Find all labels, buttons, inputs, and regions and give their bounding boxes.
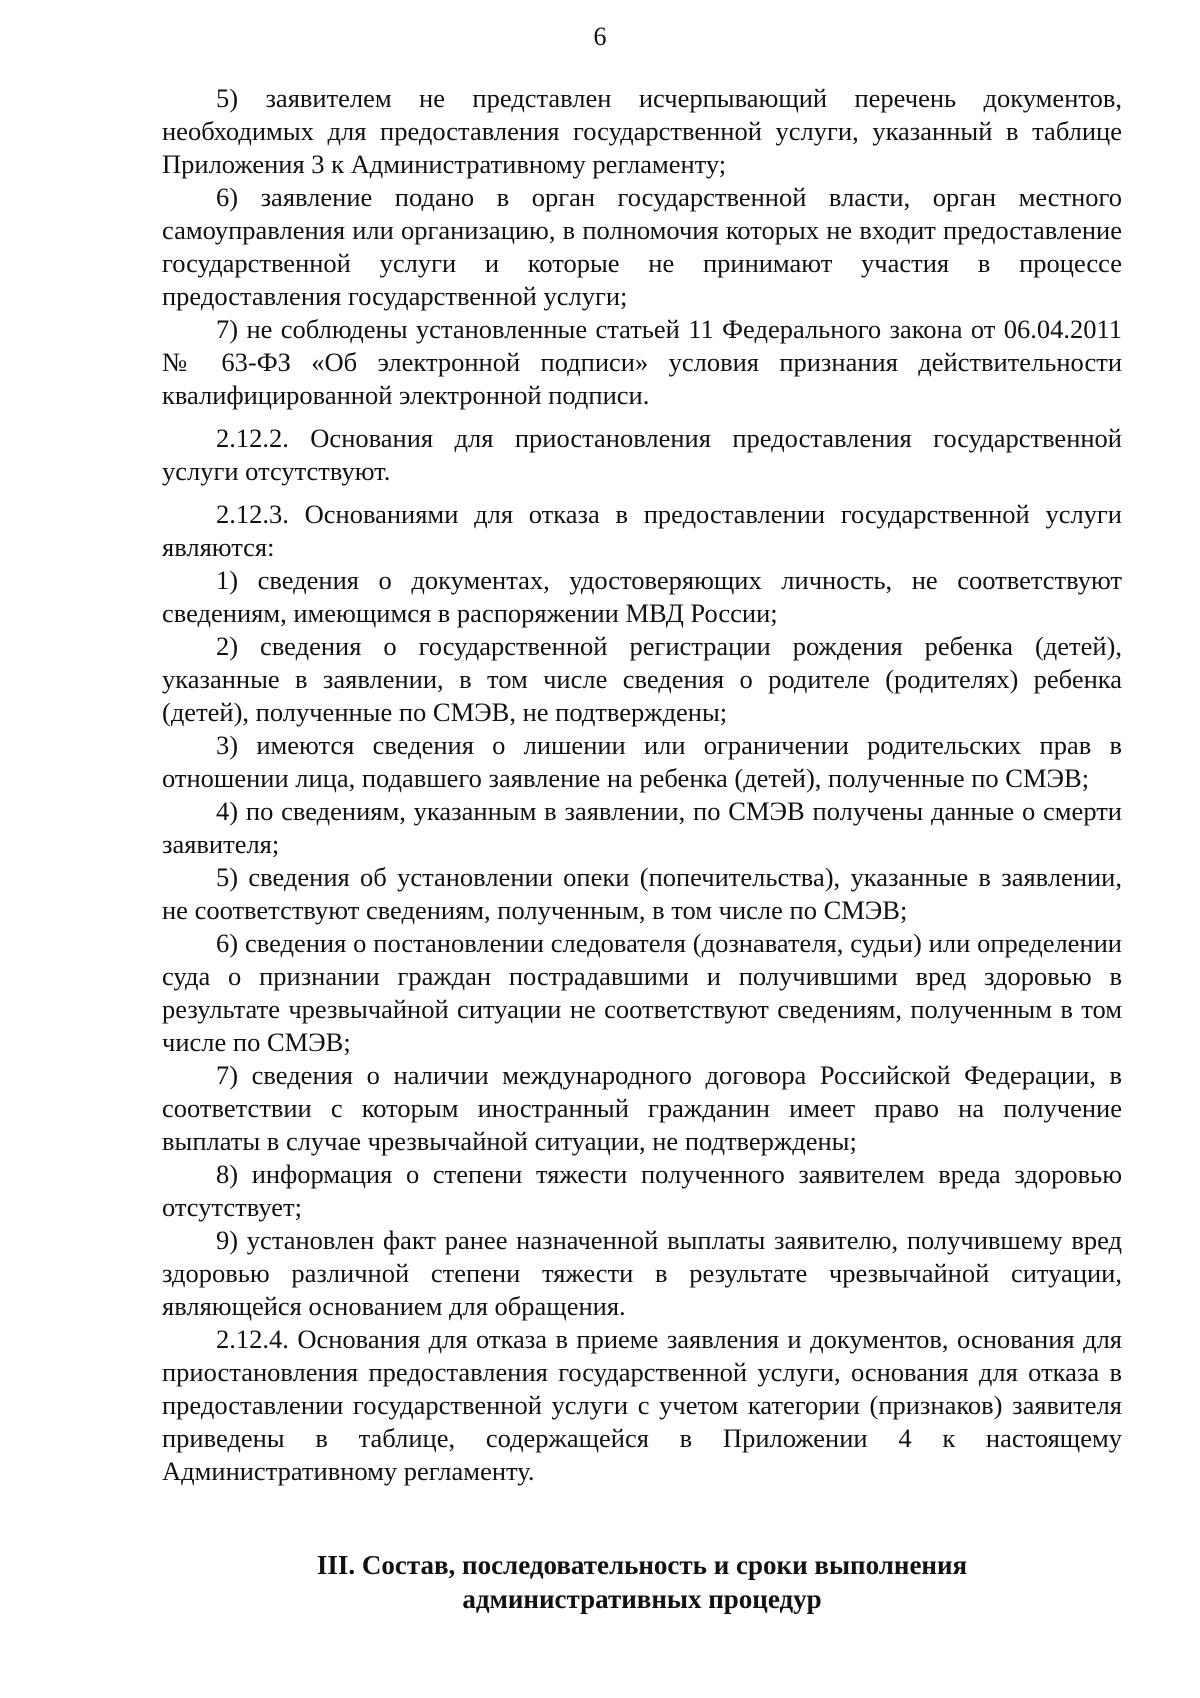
refusal-item-9: 9) установлен факт ранее назначенной выплаты заявителю, получившему вред здоровью различной степени тяжести в результате чрезвычайной ситуации, являющейся основанием для обращения.	[162, 1225, 1122, 1321]
refusal-item-8: 8) информация о степени тяжести полученного заявителем вреда здоровью отсутствует;	[162, 1159, 1122, 1222]
refusal-item-5: 5) сведения об установлении опеки (попечительства), указанные в заявлении, не соответствуют сведениям, полученным, в том числе по СМЭВ;	[162, 862, 1122, 925]
document-body	[162, 82, 1122, 1488]
paragraph-2-12-2: 2.12.2. Основания для приостановления предоставления государственной услуги отсутствуют.	[162, 423, 1122, 486]
paragraph-item-7: 7) не соблюдены установленные статьей 11 Федерального закона от 06.04.2011 № 63-ФЗ «Об электронной подписи» условия признания действительности квалифицированной электронной подписи.	[162, 314, 1122, 410]
refusal-item-4: 4) по сведениям, указанным в заявлении, по СМЭВ получены данные о смерти заявителя;	[162, 796, 1122, 859]
refusal-item-6: 6) сведения о постановлении следователя (дознавателя, судьи) или определении суда о признании граждан пострадавшими и получившими вред здоровью в результате чрезвычайной ситуации не соответствуют сведениям, полученным в том числе по СМЭВ;	[162, 928, 1122, 1057]
section-heading	[162, 1548, 1122, 1616]
section-heading-line-1: III. Состав, последовательность и сроки выполнения	[316, 1550, 968, 1580]
refusal-item-1: 1) сведения о документах, удостоверяющих личность, не соответствуют сведениям, имеющимся в распоряжении МВД России;	[162, 565, 1122, 628]
paragraph-item-6: 6) заявление подано в орган государственной власти, орган местного самоуправления или организацию, в полномочия которых не входит предоставление государственной услуги и которые не принимают участия в процессе предоставления государственной услуги;	[162, 182, 1122, 311]
section-heading-line-2: административных процедур	[462, 1584, 822, 1614]
paragraph-item-5: 5) заявителем не представлен исчерпывающий перечень документов, необходимых для предоставления государственной услуги, указанный в таблице Приложения 3 к Административному регламенту;	[162, 83, 1122, 179]
refusal-item-2: 2) сведения о государственной регистрации рождения ребенка (детей), указанные в заявлении, в том числе сведения о родителе (родителях) ребенка (детей), полученные по СМЭВ, не подтверждены;	[162, 631, 1122, 727]
paragraph-2-12-4: 2.12.4. Основания для отказа в приеме заявления и документов, основания для приостановления предоставления государственной услуги, основания для отказа в предоставлении государственной услуги с учетом категории (признаков) заявителя приведены в таблице, содержащейся в Приложении 4 к настоящему Административному регламенту.	[162, 1324, 1122, 1486]
paragraph-2-12-3: 2.12.3. Основаниями для отказа в предоставлении государственной услуги являются:	[162, 499, 1122, 562]
page-number: 6	[593, 22, 607, 51]
refusal-item-7: 7) сведения о наличии международного договора Российской Федерации, в соответствии с которым иностранный гражданин имеет право на получение выплаты в случае чрезвычайной ситуации, не подтверждены;	[162, 1060, 1122, 1156]
refusal-item-3: 3) имеются сведения о лишении или ограничении родительских прав в отношении лица, подавшего заявление на ребенка (детей), полученные по СМЭВ;	[162, 730, 1122, 793]
